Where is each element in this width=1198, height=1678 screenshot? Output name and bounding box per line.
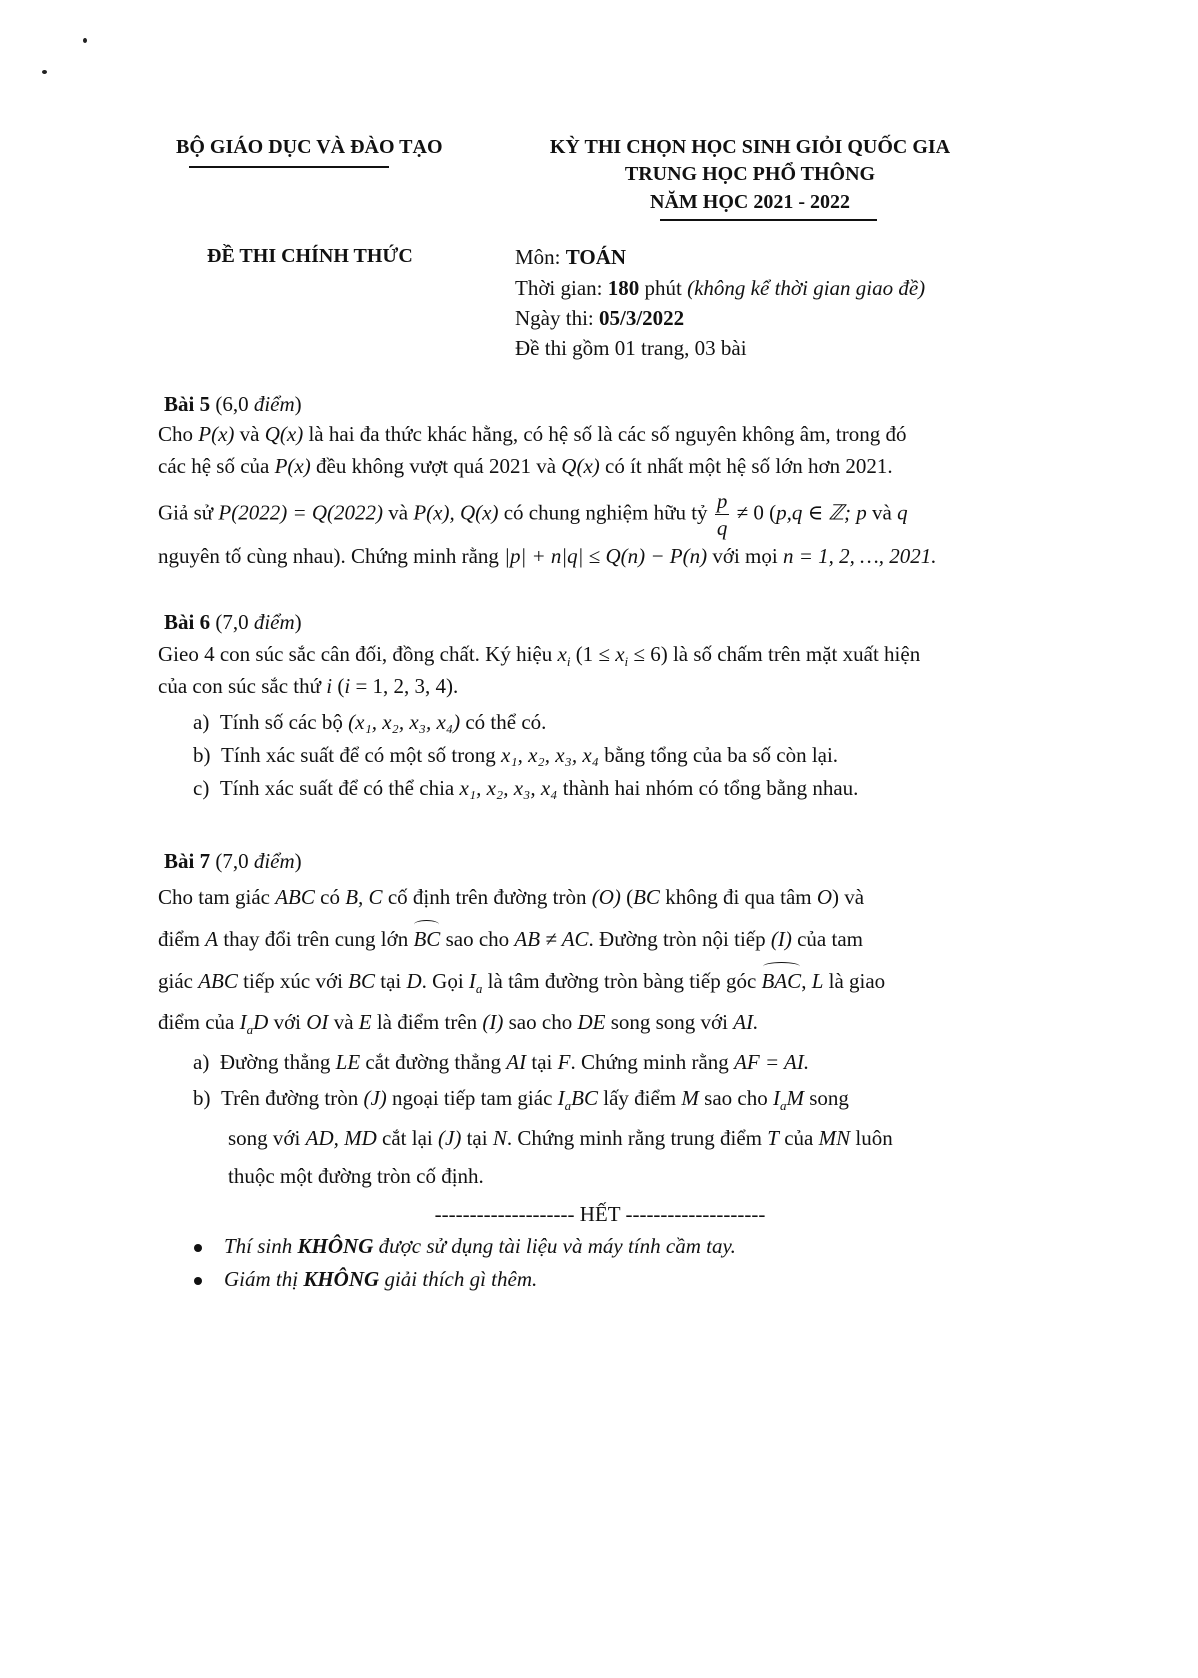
text: Thí sinh bbox=[224, 1234, 298, 1258]
text: (1 ≤ bbox=[570, 642, 616, 666]
date-line bbox=[515, 304, 684, 332]
text: Cho tam giác bbox=[158, 885, 276, 909]
paren: ) bbox=[294, 610, 302, 634]
math: (I) bbox=[770, 927, 792, 951]
text: tại bbox=[375, 969, 407, 993]
angle-bac: BAC bbox=[761, 969, 802, 993]
math: BC bbox=[571, 1086, 598, 1110]
text: ≤ 6) là số chấm trên mặt xuất hiện bbox=[628, 642, 921, 666]
text: giác bbox=[158, 969, 199, 993]
problem-7-line-3 bbox=[158, 967, 885, 1003]
text: cố định trên đường tròn bbox=[382, 885, 592, 909]
math: P(x), Q(x) bbox=[413, 500, 499, 525]
math: n = 1, 2, …, 2021. bbox=[782, 544, 937, 568]
text: Trên đường tròn bbox=[221, 1086, 364, 1110]
subject-line bbox=[515, 243, 626, 271]
text: của tam bbox=[791, 927, 863, 951]
math: AB ≠ AC bbox=[514, 927, 589, 951]
fraction-p-over-q bbox=[715, 488, 730, 541]
text: ngoại tiếp tam giác bbox=[386, 1086, 558, 1110]
subscript: i bbox=[566, 654, 571, 670]
end-marker: -------------------- HẾT -------------------- bbox=[434, 1202, 766, 1226]
part-label: b) bbox=[193, 1086, 211, 1110]
problem-7-line-4 bbox=[158, 1008, 758, 1044]
text: tại bbox=[461, 1126, 493, 1150]
problem-5-points: (6,0 bbox=[215, 392, 254, 416]
text: các hệ số của bbox=[158, 454, 275, 478]
part-label: a) bbox=[193, 710, 210, 734]
problem-7-part-b-line-3 bbox=[228, 1162, 484, 1190]
text: ( bbox=[332, 674, 345, 698]
problem-6-line-1 bbox=[158, 640, 920, 676]
math: BC bbox=[348, 969, 375, 993]
problem-6-points: (7,0 bbox=[210, 610, 254, 634]
math: MN bbox=[818, 1126, 851, 1150]
text: thành hai nhóm có tổng bằng nhau. bbox=[557, 776, 859, 800]
math: AD, MD bbox=[305, 1126, 377, 1150]
subscript: i bbox=[624, 654, 629, 670]
problem-5-title: Bài 5 bbox=[164, 392, 211, 416]
problem-6-part-a bbox=[193, 708, 546, 736]
subscript: a bbox=[475, 981, 483, 997]
subject-label: Môn: bbox=[515, 245, 566, 269]
text: song bbox=[803, 1086, 849, 1110]
text: Giám thị bbox=[224, 1267, 304, 1291]
math: (J) bbox=[438, 1126, 462, 1150]
date-value: 05/3/2022 bbox=[599, 306, 685, 330]
text: , bbox=[801, 969, 812, 993]
problem-6-heading bbox=[164, 608, 302, 636]
math: M bbox=[681, 1086, 699, 1110]
note-2 bbox=[194, 1265, 537, 1293]
arc-bc: BC bbox=[413, 927, 441, 951]
math: (I) bbox=[482, 1010, 504, 1034]
math: x₁, x₂, x₃, x₄ bbox=[500, 743, 599, 767]
part-label: c) bbox=[193, 776, 210, 800]
math: AI bbox=[506, 1050, 527, 1074]
math: x₁, x₂, x₃, x₄ bbox=[459, 776, 558, 800]
paren: ) bbox=[294, 849, 302, 873]
text: là hai đa thức khác hằng, có hệ số là các số nguyên không âm, trong đó bbox=[303, 422, 907, 446]
time-value: 180 bbox=[607, 276, 640, 300]
math: F bbox=[557, 1050, 571, 1074]
problem-7-title: Bài 7 bbox=[164, 849, 211, 873]
text: nguyên tố cùng nhau). Chứng minh rằng bbox=[158, 544, 505, 568]
subscript: a bbox=[246, 1022, 254, 1038]
math: LE bbox=[335, 1050, 361, 1074]
points-unit: điểm bbox=[253, 849, 295, 873]
math: I bbox=[557, 1086, 565, 1110]
math: D bbox=[253, 1010, 269, 1034]
text: đều không vượt quá 2021 và bbox=[310, 454, 562, 478]
math: AF = AI. bbox=[734, 1050, 810, 1074]
subscript: a bbox=[779, 1098, 787, 1114]
text: Cho bbox=[158, 422, 199, 446]
math: E bbox=[358, 1010, 372, 1034]
text: ( bbox=[620, 885, 634, 909]
text: Gieo 4 con súc sắc cân đối, đồng chất. Ký hiệu bbox=[158, 642, 558, 666]
subscript: a bbox=[564, 1098, 572, 1114]
math: (J) bbox=[363, 1086, 387, 1110]
math: T bbox=[767, 1126, 779, 1150]
points-unit: điểm bbox=[253, 610, 295, 634]
problem-7-part-b-line-2 bbox=[228, 1124, 893, 1152]
text: và bbox=[383, 500, 414, 525]
math: Q(x) bbox=[561, 454, 600, 478]
text: là điểm trên bbox=[371, 1010, 483, 1034]
scan-speck bbox=[42, 70, 47, 74]
pages-info: Đề thi gồm 01 trang, 03 bài bbox=[515, 336, 747, 360]
time-label: Thời gian: bbox=[515, 276, 608, 300]
problem-6-line-2 bbox=[158, 672, 458, 700]
text: . Gọi bbox=[421, 969, 469, 993]
text: điểm bbox=[158, 927, 206, 951]
problem-7-line-1 bbox=[158, 883, 864, 911]
math: |p| + n|q| ≤ Q(n) − P(n) bbox=[504, 544, 708, 568]
note-1 bbox=[194, 1232, 736, 1260]
text: ) và bbox=[832, 885, 865, 909]
problem-6-part-c bbox=[193, 774, 858, 802]
math: A bbox=[205, 927, 219, 951]
date-label: Ngày thi: bbox=[515, 306, 599, 330]
bullet-icon bbox=[194, 1244, 202, 1252]
text: có thể có. bbox=[460, 710, 547, 734]
scan-speck bbox=[83, 38, 87, 43]
problem-6-title: Bài 6 bbox=[164, 610, 211, 634]
text: tại bbox=[526, 1050, 558, 1074]
math: P(2022) = Q(2022) bbox=[218, 500, 384, 525]
text: . Chứng minh rằng trung điểm bbox=[506, 1126, 768, 1150]
ministry-name: BỘ GIÁO DỤC VÀ ĐÀO TẠO bbox=[176, 136, 443, 158]
problem-5-line-2 bbox=[158, 452, 893, 480]
text: bằng tổng của ba số còn lại. bbox=[598, 743, 839, 767]
text: với bbox=[268, 1010, 307, 1034]
text: có chung nghiệm hữu tỷ bbox=[498, 500, 713, 525]
math: i bbox=[326, 674, 333, 698]
text: . Đường tròn nội tiếp bbox=[588, 927, 771, 951]
points-unit: điểm bbox=[253, 392, 295, 416]
math: i bbox=[344, 674, 351, 698]
math: P(x) bbox=[274, 454, 311, 478]
math: ABC bbox=[275, 885, 315, 909]
math: x bbox=[557, 642, 567, 666]
math: x bbox=[615, 642, 625, 666]
math: ABC bbox=[198, 969, 238, 993]
exam-title-underline bbox=[660, 219, 877, 221]
text: và bbox=[866, 500, 898, 525]
math: P(x) bbox=[198, 422, 235, 446]
problem-5-heading bbox=[164, 390, 302, 418]
text: và bbox=[234, 422, 265, 446]
exam-title-line-3: NĂM HỌC 2021 - 2022 bbox=[650, 191, 850, 213]
text: luôn bbox=[850, 1126, 893, 1150]
text: có ít nhất một hệ số lớn hơn 2021. bbox=[599, 454, 893, 478]
time-note: (không kể thời gian giao đề) bbox=[687, 276, 926, 300]
math: I bbox=[468, 969, 476, 993]
math: D bbox=[406, 969, 422, 993]
text: Tính xác suất để có một số trong bbox=[221, 743, 501, 767]
problem-7-points: (7,0 bbox=[210, 849, 254, 873]
math: L bbox=[811, 969, 824, 993]
text: giải thích gì thêm. bbox=[379, 1267, 538, 1291]
text: Đường thẳng bbox=[219, 1050, 336, 1074]
text: Tính xác suất để có thể chia bbox=[219, 776, 460, 800]
fraction-numerator: p bbox=[716, 489, 728, 513]
math: Q(x) bbox=[264, 422, 304, 446]
official-exam-label: ĐỀ THI CHÍNH THỨC bbox=[207, 245, 413, 267]
text: thay đổi trên cung lớn bbox=[218, 927, 414, 951]
text: có bbox=[314, 885, 346, 909]
paren: ) bbox=[294, 392, 302, 416]
text: được sử dụng tài liệu và máy tính cầm tay. bbox=[373, 1234, 736, 1258]
bullet-icon bbox=[194, 1277, 202, 1285]
time-unit: phút bbox=[639, 276, 688, 300]
problem-5-line-3 bbox=[158, 488, 908, 541]
math: I bbox=[772, 1086, 780, 1110]
text: cắt lại bbox=[376, 1126, 438, 1150]
text: là tâm đường tròn bàng tiếp góc bbox=[482, 969, 762, 993]
ministry-underline bbox=[189, 166, 389, 168]
math: (x₁, x₂, x₃, x₄) bbox=[348, 710, 461, 734]
math: AI. bbox=[733, 1010, 759, 1034]
text: sao cho bbox=[440, 927, 515, 951]
problem-5-line-1 bbox=[158, 420, 907, 448]
emphasis: KHÔNG bbox=[297, 1234, 374, 1258]
math: (O) bbox=[591, 885, 621, 909]
text: của bbox=[778, 1126, 819, 1150]
math: p,q ∈ ℤ; p bbox=[776, 500, 867, 525]
math: M bbox=[786, 1086, 804, 1110]
problem-5-line-4 bbox=[158, 542, 937, 570]
math: OI bbox=[306, 1010, 329, 1034]
math: B, C bbox=[345, 885, 383, 909]
text: và bbox=[328, 1010, 359, 1034]
text: = 1, 2, 3, 4). bbox=[350, 674, 459, 698]
text: sao cho bbox=[503, 1010, 578, 1034]
text: với mọi bbox=[707, 544, 783, 568]
problem-7-part-a bbox=[193, 1048, 809, 1076]
text: . Chứng minh rằng bbox=[570, 1050, 735, 1074]
text: điểm của bbox=[158, 1010, 240, 1034]
text: lấy điểm bbox=[598, 1086, 682, 1110]
time-line bbox=[515, 274, 925, 302]
math: N bbox=[492, 1126, 507, 1150]
fraction-denominator: q bbox=[716, 516, 728, 540]
text: của con súc sắc thứ bbox=[158, 674, 327, 698]
exam-title-line-1: KỲ THI CHỌN HỌC SINH GIỎI QUỐC GIA bbox=[549, 136, 951, 158]
math: q bbox=[897, 500, 908, 525]
text: Tính số các bộ bbox=[219, 710, 349, 734]
text: Giả sử bbox=[158, 500, 219, 525]
text: ≠ 0 ( bbox=[731, 500, 777, 525]
math: BC bbox=[633, 885, 660, 909]
text: sao cho bbox=[698, 1086, 773, 1110]
text: là giao bbox=[823, 969, 886, 993]
emphasis: KHÔNG bbox=[303, 1267, 380, 1291]
problem-6-part-b bbox=[193, 741, 838, 769]
exam-title-line-2: TRUNG HỌC PHỔ THÔNG bbox=[624, 163, 876, 185]
problem-7-part-b-line-1 bbox=[193, 1084, 849, 1120]
text: thuộc một đường tròn cố định. bbox=[228, 1164, 484, 1188]
part-label: a) bbox=[193, 1050, 210, 1074]
math: O bbox=[816, 885, 833, 909]
problem-7-heading bbox=[164, 847, 302, 875]
problem-7-line-2 bbox=[158, 925, 863, 953]
math: I bbox=[239, 1010, 247, 1034]
part-label: b) bbox=[193, 743, 211, 767]
subject-value: TOÁN bbox=[565, 245, 627, 269]
text: cắt đường thẳng bbox=[360, 1050, 507, 1074]
text: không đi qua tâm bbox=[659, 885, 817, 909]
text: tiếp xúc với bbox=[237, 969, 349, 993]
text: song song với bbox=[605, 1010, 734, 1034]
text: song với bbox=[228, 1126, 306, 1150]
math: DE bbox=[577, 1010, 606, 1034]
